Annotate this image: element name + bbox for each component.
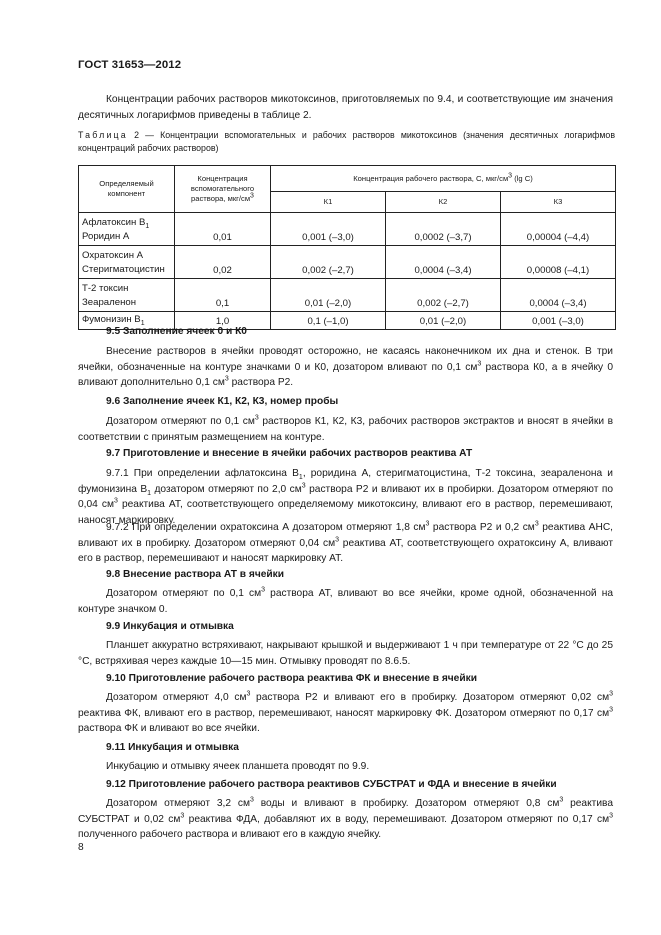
section-heading-9-6: 9.6 Заполнение ячеек К1, К2, К3, номер пробы [106, 396, 339, 407]
section-9-8-text: Дозатором отмеряют по 0,1 $см^3$ раствора АТ, вливают во все ячейки, кроме одной, обозначенной на контуре значком 0. [78, 586, 613, 615]
cell-k1: 0,001 (–3,0) [271, 213, 386, 246]
table-header-row [79, 166, 616, 192]
cell-aux: 0,02 [175, 246, 271, 279]
header-component: Определяемый компонент [79, 166, 175, 213]
cell-aux: 0,01 [175, 213, 271, 246]
section-9-6-text: Дозатором отмеряют по 0,1 $см^3$ растворов К1, К2, К3, рабочих растворов экстрактов и вносят в ячейки в соответствии с принятым размещением на контуре. [78, 414, 613, 443]
cell-k1: 0,002 (–2,7) [271, 246, 386, 279]
cell-aux: 1,0 [175, 312, 271, 330]
cell-k2: 0,0002 (–3,7) [386, 213, 501, 246]
section-heading-9-8: 9.8 Внесение раствора АТ в ячейки [106, 569, 285, 580]
section-heading-9-11: 9.11 Инкубация и отмывка [106, 742, 239, 753]
section-9-5-text: Внесение растворов в ячейки проводят осторожно, не касаясь наконечником их дна и стенок. В три ячейки, обозначенные на контуре значками 0 и К0, дозатором вливают по 0,1 $см^3$ раствора К0, а в ячейку 0 вливают дополнительно 0,1 $см^3$ раствора Р2. [78, 346, 613, 388]
intro-paragraph: Концентрации рабочих растворов микотоксинов, приготовляемых по 9.4, и соответствующие им значения десятичных логарифмов приведены в таблице 2. [78, 94, 613, 121]
section-9-12-text: Дозатором отмеряют 3,2 $см^3$ воды и вливают в пробирку. Дозатором отмеряют 0,8 $см^3$ реактива СУБСТРАТ и 0,02 $см^3$ реактива ФДА, добавляют их в воду, перемешивают. Дозатором отмеряют по 0,17 $см^3$ полученного рабочего раствора и вливают его в каждую ячейку. [78, 796, 613, 840]
table-caption-label: Таблица [78, 130, 128, 140]
cell-k1: 0,01 (–2,0) [271, 279, 386, 312]
header-aux-concentration: Концентрация вспомогательного раствора, мкг/$см^3$ [175, 166, 271, 213]
section-9-7-2-text: 9.7.2 При определении охратоксина А дозатором отмеряют 1,8 $см^3$ раствора Р2 и 0,2 $см^3$ реактива АНС, вливают их в пробирку. Дозатором отмеряют 0,04 $см^3$ реактива АТ, соответствующего охратоксину А, вливают его в раствор, перемешивают и наносят маркировку АТ. [78, 520, 614, 564]
section-heading-9-9: 9.9 Инкубация и отмывка [106, 621, 234, 632]
cell-aux: 0,1 [175, 279, 271, 312]
cell-k1: 0,1 (–1,0) [271, 312, 386, 330]
cell-k2: 0,0004 (–3,4) [386, 246, 501, 279]
section-9-10-text: Дозатором отмеряют 4,0 $см^3$ раствора Р2 и вливают его в пробирку. Дозатором отмеряют 0,02 $см^3$ реактива ФК, вливают его в раствор, перемешивают, наносят маркировку ФК. Дозатором отмеряют по 0,17 $см^3$ раствора ФК и вливают во все ячейки. [78, 690, 613, 734]
cell-k3: 0,00004 (–4,4) [501, 213, 616, 246]
table-caption [78, 129, 615, 155]
cell-k3: 0,00008 (–4,1) [501, 246, 616, 279]
header-k1: К1 [271, 192, 386, 213]
cell-k2: 0,002 (–2,7) [386, 279, 501, 312]
section-9-9-text: Планшет аккуратно встряхивают, накрывают крышкой и выдерживают 1 ч при температуре от 22 °С до 25 °С, встряхивая через каждые 10—15 мин. Отмывку проводят по 8.6.5. [78, 640, 613, 667]
header-k3: К3 [501, 192, 616, 213]
cell-k3: 0,001 (–3,0) [501, 312, 616, 330]
cell-component: Т-2 токсин Зеараленон [79, 279, 175, 312]
section-heading-9-10: 9.10 Приготовление рабочего раствора реактива ФК и внесение в ячейки [106, 673, 477, 684]
cell-component: Фумонизин $В_1$ [79, 312, 175, 330]
section-heading-9-12: 9.12 Приготовление рабочего раствора реактивов СУБСТРАТ и ФДА и внесение в ячейки [106, 779, 557, 790]
cell-component: Афлатоксин $В_1$ Роридин А [79, 213, 175, 246]
header-k2: К2 [386, 192, 501, 213]
table-row [79, 246, 616, 279]
table-row [79, 213, 616, 246]
cell-k2: 0,01 (–2,0) [386, 312, 501, 330]
document-header: ГОСТ 31653—2012 [78, 59, 182, 71]
table-row [79, 279, 616, 312]
section-heading-9-5: 9.5 Заполнение ячеек 0 и К0 [106, 326, 247, 337]
section-9-7-1-text: 9.7.1 При определении афлатоксина $В_1$, роридина А, стеригматоцистина, Т-2 токсина, зеараленона и фумонизина $В_1$ дозатором отмеряют по 2,0 $см^3$ раствора Р2 и вливают их в пробирки. Дозатором отмеряют по 0,04 $см^3$ реактива АТ, соответствующего определяемому микотоксину, вливают его в раствор, перемешивают, наносят маркировку. [78, 468, 614, 526]
cell-k3: 0,0004 (–3,4) [501, 279, 616, 312]
table-caption-text: 2 — Концентрации вспомогательных и рабочих растворов микотоксинов (значения десятичных логарифмов концентраций рабочих растворов) [78, 130, 615, 153]
section-9-11-text: Инкубацию и отмывку ячеек планшета проводят по 9.9. [106, 761, 370, 772]
header-work-concentration: Концентрация рабочего раствора, С, мкг/$см^3$ (lg C) [271, 166, 616, 192]
section-heading-9-7: 9.7 Приготовление и внесение в ячейки рабочих растворов реактива АТ [106, 448, 473, 459]
page-number: 8 [78, 842, 84, 853]
concentration-table [78, 165, 616, 330]
cell-component: Охратоксин А Стеригматоцистин [79, 246, 175, 279]
